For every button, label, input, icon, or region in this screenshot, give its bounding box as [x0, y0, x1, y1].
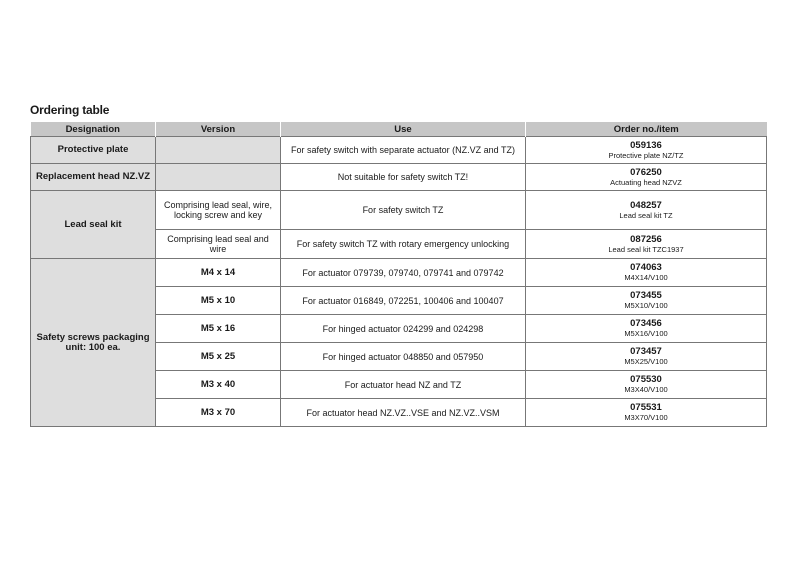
header-order-no: Order no./item [526, 122, 767, 137]
version-cell: M3 x 40 [156, 371, 281, 399]
version-cell: M5 x 10 [156, 287, 281, 315]
use-cell: Not suitable for safety switch TZ! [281, 164, 526, 191]
header-designation: Designation [31, 122, 156, 137]
order-item: Actuating head NZVZ [610, 177, 682, 187]
order-cell [526, 259, 767, 287]
order-item: M5X25/V100 [624, 357, 668, 366]
order-item: Lead seal kit TZC1937 [608, 244, 684, 254]
table-title: Ordering table [30, 103, 110, 117]
table-header-row [31, 122, 767, 137]
order-item: M3X40/V100 [624, 385, 668, 394]
order-number: 087256 [630, 233, 662, 245]
order-number: 074063 [630, 262, 662, 273]
order-item: M3X70/V100 [624, 413, 668, 422]
header-version: Version [156, 122, 281, 137]
use-cell: For safety switch with separate actuator (NZ.VZ and TZ) [281, 137, 526, 164]
order-item: Protective plate NZ/TZ [608, 150, 684, 160]
version-cell [156, 137, 281, 164]
order-number: 075530 [630, 374, 662, 385]
ordering-table [30, 122, 767, 427]
use-cell: For hinged actuator 024299 and 024298 [281, 315, 526, 343]
order-cell [526, 343, 767, 371]
use-cell: For actuator 079739, 079740, 079741 and 079742 [281, 259, 526, 287]
order-cell [526, 315, 767, 343]
order-item: M5X16/V100 [624, 329, 668, 338]
table-row [31, 164, 767, 191]
order-number: 076250 [630, 166, 662, 178]
order-cell [526, 371, 767, 399]
order-cell [526, 399, 767, 427]
table-row [31, 191, 767, 230]
order-cell [526, 230, 767, 259]
use-cell: For safety switch TZ [281, 191, 526, 230]
use-cell: For actuator 016849, 072251, 100406 and 100407 [281, 287, 526, 315]
order-number: 073457 [630, 346, 662, 357]
use-cell: For actuator head NZ and TZ [281, 371, 526, 399]
version-cell [156, 164, 281, 191]
order-cell [526, 137, 767, 164]
order-number: 059136 [630, 139, 662, 151]
use-cell: For hinged actuator 048850 and 057950 [281, 343, 526, 371]
version-cell: Comprising lead seal, wire, locking screw and key [156, 191, 281, 230]
order-cell [526, 287, 767, 315]
version-cell: M5 x 16 [156, 315, 281, 343]
order-item: Lead seal kit TZ [619, 210, 673, 220]
use-cell: For actuator head NZ.VZ..VSE and NZ.VZ..VSM [281, 399, 526, 427]
version-cell: M5 x 25 [156, 343, 281, 371]
use-cell: For safety switch TZ with rotary emergency unlocking [281, 230, 526, 259]
table-row [31, 259, 767, 287]
order-number: 073455 [630, 290, 662, 301]
designation-cell: Replacement head NZ.VZ [31, 164, 156, 191]
order-number: 075531 [630, 402, 662, 413]
designation-cell: Protective plate [31, 137, 156, 164]
version-cell: Comprising lead seal and wire [156, 230, 281, 259]
header-use: Use [281, 122, 526, 137]
order-number: 048257 [630, 199, 662, 211]
order-item: M4X14/V100 [624, 273, 668, 282]
order-cell [526, 164, 767, 191]
order-item: M5X10/V100 [624, 301, 668, 310]
version-cell: M3 x 70 [156, 399, 281, 427]
order-number: 073456 [630, 318, 662, 329]
order-cell [526, 191, 767, 230]
designation-cell: Safety screws packaging unit: 100 ea. [31, 259, 156, 427]
version-cell: M4 x 14 [156, 259, 281, 287]
designation-cell: Lead seal kit [31, 191, 156, 259]
table-row [31, 137, 767, 164]
